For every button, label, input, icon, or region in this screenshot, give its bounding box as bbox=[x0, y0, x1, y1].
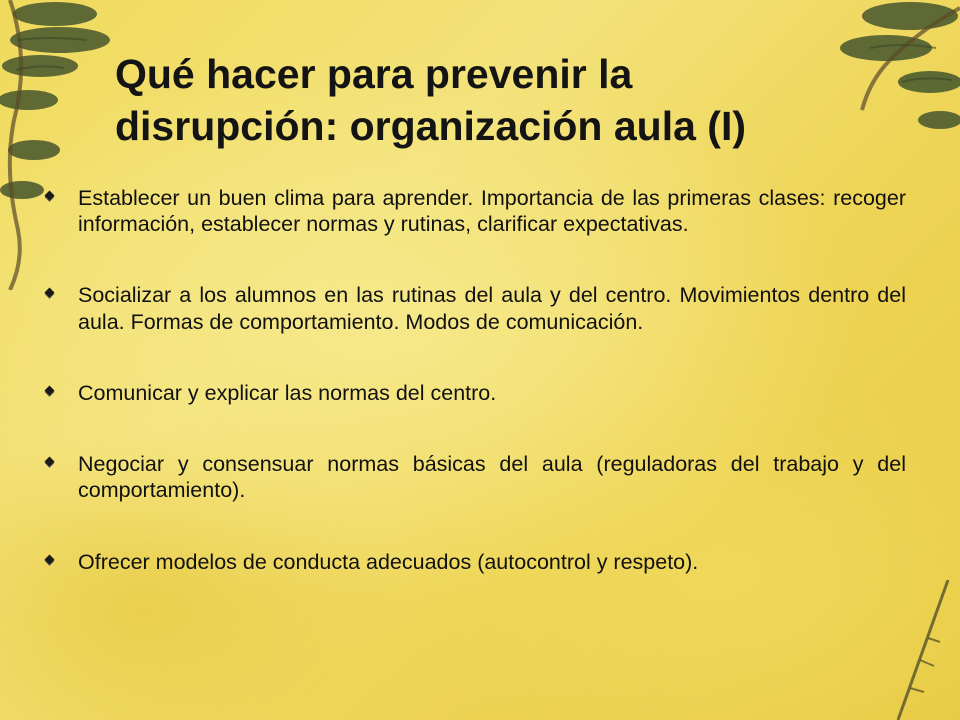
list-item bbox=[46, 282, 906, 334]
bullet-text: Negociar y consensuar normas básicas del aula (reguladoras del trabajo y del comportamiento). bbox=[78, 452, 906, 503]
bamboo-stalk-icon bbox=[890, 580, 960, 720]
bullet-text: Ofrecer modelos de conducta adecuados (autocontrol y respeto). bbox=[78, 549, 699, 574]
slide-title: Qué hacer para prevenir la disrupción: organización aula (I) bbox=[115, 51, 746, 150]
bullet-marker-icon bbox=[45, 554, 55, 564]
bullet-list bbox=[46, 185, 906, 575]
bullet-text: Establecer un buen clima para aprender. Importancia de las primeras clases: recoger información, establecer normas y rutinas, clarificar expectativas. bbox=[78, 186, 906, 237]
list-item bbox=[46, 185, 906, 237]
bullet-text: Socializar a los alumnos en las rutinas del aula y del centro. Movimientos dentro del aula. Formas de comportamiento. Modos de comunicación. bbox=[78, 283, 906, 334]
bullet-marker-icon bbox=[45, 457, 55, 467]
list-item bbox=[46, 380, 906, 406]
list-item bbox=[46, 549, 906, 575]
list-item bbox=[46, 451, 906, 503]
bullet-text: Comunicar y explicar las normas del centro. bbox=[78, 380, 497, 405]
bullet-marker-icon bbox=[45, 191, 55, 201]
bullet-marker-icon bbox=[45, 385, 55, 395]
bullet-marker-icon bbox=[45, 288, 55, 298]
